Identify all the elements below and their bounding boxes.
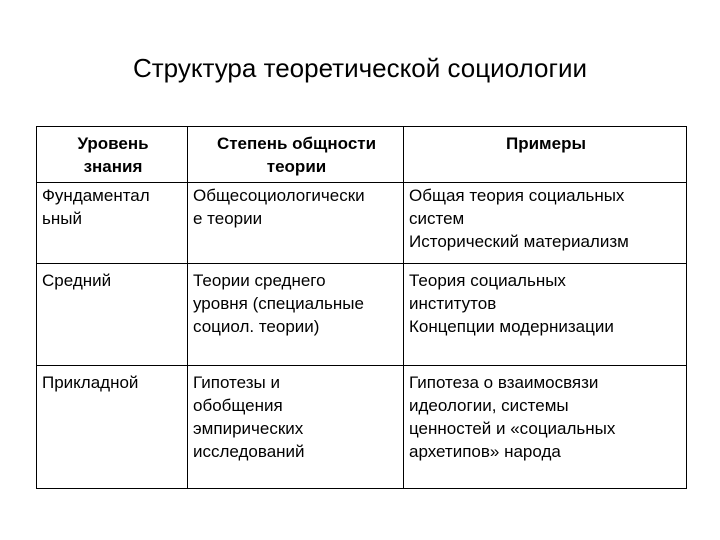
cell-line: е теории	[193, 209, 263, 228]
cell-line: ьный	[42, 209, 82, 228]
cell-line: Гипотезы и	[193, 373, 280, 392]
cell-generality	[188, 264, 404, 366]
cell-line: архетипов» народа	[409, 442, 561, 461]
cell-examples	[404, 366, 687, 489]
cell-line: уровня (специальные	[193, 294, 364, 313]
header-generality-line: теории	[266, 157, 327, 176]
cell-line: идеологии, системы	[409, 396, 569, 415]
header-level	[37, 127, 188, 183]
cell-line: Общая теория социальных	[409, 186, 625, 205]
table-row	[37, 264, 687, 366]
cell-line: исследований	[193, 442, 305, 461]
cell-level	[37, 183, 188, 264]
header-level-line: Уровень	[77, 134, 149, 153]
cell-line: Общесоциологически	[193, 186, 365, 205]
cell-line: Теории среднего	[193, 271, 326, 290]
header-generality-line: Степень общности	[216, 134, 377, 153]
cell-line: Концепции модернизации	[409, 317, 614, 336]
cell-line: социол. теории)	[193, 317, 320, 336]
cell-level	[37, 264, 188, 366]
header-generality	[188, 127, 404, 183]
cell-line: Фундаментал	[42, 186, 150, 205]
cell-line: эмпирических	[193, 419, 304, 438]
table-row	[37, 366, 687, 489]
cell-line: Исторический материализм	[409, 232, 629, 251]
cell-line: Средний	[42, 271, 112, 290]
header-examples-line: Примеры	[506, 134, 586, 153]
cell-generality	[188, 366, 404, 489]
sociology-structure-table	[36, 126, 687, 489]
table-row	[37, 183, 687, 264]
page-title: Структура теоретической социологии	[133, 53, 587, 83]
cell-line: Теория социальных	[409, 271, 566, 290]
cell-line: Прикладной	[42, 373, 139, 392]
cell-line: обобщения	[193, 396, 283, 415]
cell-examples	[404, 264, 687, 366]
table-header-row	[37, 127, 687, 183]
cell-line: систем	[409, 209, 465, 228]
header-examples	[404, 127, 687, 183]
header-level-line: знания	[83, 157, 143, 176]
cell-level	[37, 366, 188, 489]
cell-line: Гипотеза о взаимосвязи	[409, 373, 599, 392]
cell-generality	[188, 183, 404, 264]
cell-line: ценностей и «социальных	[409, 419, 616, 438]
cell-line: институтов	[409, 294, 497, 313]
cell-examples	[404, 183, 687, 264]
